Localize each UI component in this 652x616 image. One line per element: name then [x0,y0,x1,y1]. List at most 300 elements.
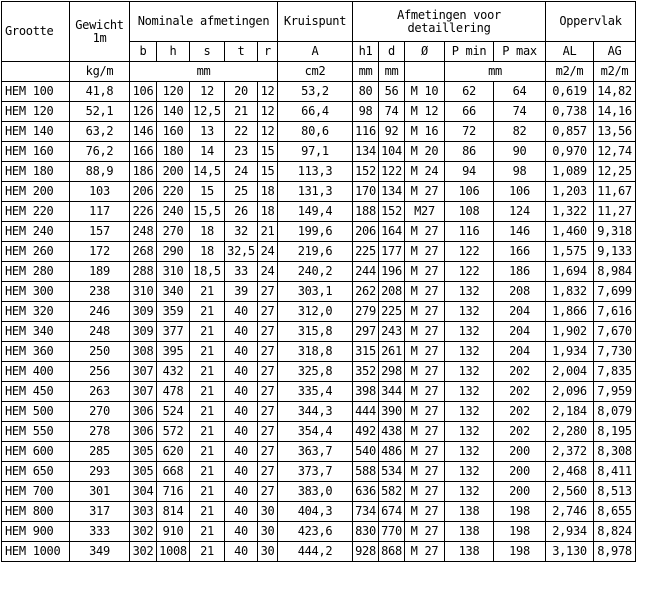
cell-s: 18,5 [190,262,225,282]
unit-al: m2/m [546,62,594,82]
subheader-h1: h1 [353,42,379,62]
table-row [2,262,636,282]
cell-grootte: HEM 550 [2,422,70,442]
cell-r: 15 [258,142,278,162]
header-oppervlak: Oppervlak [546,2,636,42]
cell-r: 24 [258,242,278,262]
cell-ag: 8,308 [594,442,636,462]
cell-s: 21 [190,482,225,502]
cell-h1: 352 [353,362,379,382]
cell-p-max: 198 [494,522,546,542]
subheader-p-min: P min [445,42,494,62]
cell-grootte: HEM 300 [2,282,70,302]
cell-gewicht: 317 [70,502,130,522]
cell-al: 2,560 [546,482,594,502]
cell-h1: 262 [353,282,379,302]
cell-d: 770 [379,522,405,542]
cell-p-max: 146 [494,222,546,242]
cell-al: 1,089 [546,162,594,182]
cell-gewicht: 285 [70,442,130,462]
cell-a: 325,8 [278,362,353,382]
cell-diameter: M 12 [405,102,445,122]
cell-s: 15 [190,182,225,202]
cell-al: 2,372 [546,442,594,462]
cell-ag: 13,56 [594,122,636,142]
subheader-h: h [157,42,190,62]
table-row [2,122,636,142]
cell-h: 1008 [157,542,190,562]
cell-p-max: 166 [494,242,546,262]
cell-grootte: HEM 100 [2,82,70,102]
cell-t: 40 [225,362,258,382]
table-body [2,82,636,562]
cell-h: 340 [157,282,190,302]
cell-a: 219,6 [278,242,353,262]
cell-p-min: 108 [445,202,494,222]
cell-d: 534 [379,462,405,482]
cell-d: 74 [379,102,405,122]
cell-b: 307 [130,362,157,382]
cell-p-min: 132 [445,362,494,382]
cell-h1: 444 [353,402,379,422]
cell-a: 315,8 [278,322,353,342]
cell-p-min: 72 [445,122,494,142]
cell-t: 40 [225,322,258,342]
cell-h1: 225 [353,242,379,262]
cell-grootte: HEM 240 [2,222,70,242]
cell-grootte: HEM 700 [2,482,70,502]
header-gewicht: Gewicht 1m [70,2,130,62]
cell-r: 12 [258,82,278,102]
hem-profiles-table [1,1,636,562]
cell-p-min: 138 [445,542,494,562]
cell-p-max: 90 [494,142,546,162]
table-row [2,342,636,362]
table-row [2,462,636,482]
cell-gewicht: 248 [70,322,130,342]
cell-h: 160 [157,122,190,142]
cell-s: 13 [190,122,225,142]
cell-h1: 540 [353,442,379,462]
cell-gewicht: 172 [70,242,130,262]
cell-a: 240,2 [278,262,353,282]
cell-h1: 170 [353,182,379,202]
cell-t: 22 [225,122,258,142]
table-row [2,382,636,402]
cell-al: 1,322 [546,202,594,222]
cell-gewicht: 263 [70,382,130,402]
cell-t: 40 [225,422,258,442]
cell-d: 438 [379,422,405,442]
unit-grootte-empty [2,62,70,82]
cell-a: 131,3 [278,182,353,202]
unit-h1: mm [353,62,379,82]
cell-r: 27 [258,462,278,482]
cell-al: 2,746 [546,502,594,522]
cell-p-min: 132 [445,322,494,342]
table-row [2,82,636,102]
cell-d: 390 [379,402,405,422]
cell-h1: 152 [353,162,379,182]
cell-r: 27 [258,422,278,442]
cell-p-max: 202 [494,402,546,422]
cell-s: 14 [190,142,225,162]
cell-t: 32 [225,222,258,242]
subheader-diameter: Ø [405,42,445,62]
cell-grootte: HEM 500 [2,402,70,422]
cell-d: 674 [379,502,405,522]
cell-a: 404,3 [278,502,353,522]
cell-ag: 7,835 [594,362,636,382]
cell-d: 344 [379,382,405,402]
cell-r: 27 [258,402,278,422]
cell-s: 18 [190,222,225,242]
cell-h: 478 [157,382,190,402]
cell-al: 2,096 [546,382,594,402]
cell-t: 40 [225,302,258,322]
cell-grootte: HEM 180 [2,162,70,182]
cell-p-min: 122 [445,262,494,282]
cell-a: 53,2 [278,82,353,102]
cell-r: 30 [258,522,278,542]
cell-b: 248 [130,222,157,242]
cell-s: 21 [190,462,225,482]
cell-ag: 12,25 [594,162,636,182]
cell-ag: 11,27 [594,202,636,222]
cell-diameter: M 27 [405,542,445,562]
cell-d: 164 [379,222,405,242]
cell-diameter: M 27 [405,182,445,202]
cell-al: 0,619 [546,82,594,102]
cell-p-min: 122 [445,242,494,262]
cell-grootte: HEM 200 [2,182,70,202]
cell-al: 0,857 [546,122,594,142]
cell-h: 668 [157,462,190,482]
header-afmetingen-detaillering: Afmetingen voor detaillering [353,2,546,42]
cell-d: 134 [379,182,405,202]
cell-diameter: M 27 [405,382,445,402]
cell-s: 21 [190,382,225,402]
cell-h1: 588 [353,462,379,482]
cell-ag: 7,959 [594,382,636,402]
cell-r: 27 [258,482,278,502]
cell-p-min: 106 [445,182,494,202]
table-row [2,322,636,342]
cell-h: 240 [157,202,190,222]
cell-ag: 8,079 [594,402,636,422]
cell-b: 309 [130,322,157,342]
header-kruispunt: Kruispunt [278,2,353,42]
cell-r: 15 [258,162,278,182]
cell-s: 21 [190,302,225,322]
subheader-r: r [258,42,278,62]
cell-r: 27 [258,342,278,362]
cell-b: 305 [130,462,157,482]
cell-d: 56 [379,82,405,102]
cell-a: 383,0 [278,482,353,502]
cell-al: 1,934 [546,342,594,362]
cell-d: 196 [379,262,405,282]
cell-h: 120 [157,82,190,102]
cell-h1: 279 [353,302,379,322]
cell-p-max: 74 [494,102,546,122]
cell-h1: 734 [353,502,379,522]
table-row [2,362,636,382]
cell-d: 122 [379,162,405,182]
cell-ag: 9,133 [594,242,636,262]
cell-b: 306 [130,422,157,442]
cell-r: 18 [258,182,278,202]
cell-h1: 98 [353,102,379,122]
cell-h: 716 [157,482,190,502]
cell-al: 1,902 [546,322,594,342]
header-row-main [2,2,636,42]
cell-s: 15,5 [190,202,225,222]
unit-diameter-empty [405,62,445,82]
cell-r: 27 [258,382,278,402]
cell-grootte: HEM 450 [2,382,70,402]
cell-t: 25 [225,182,258,202]
cell-ag: 8,195 [594,422,636,442]
cell-h: 432 [157,362,190,382]
cell-p-max: 208 [494,282,546,302]
table-row [2,502,636,522]
cell-h1: 206 [353,222,379,242]
cell-p-min: 132 [445,342,494,362]
cell-al: 0,738 [546,102,594,122]
table-row [2,162,636,182]
cell-h: 359 [157,302,190,322]
cell-t: 33 [225,262,258,282]
cell-gewicht: 238 [70,282,130,302]
cell-r: 12 [258,102,278,122]
cell-h: 270 [157,222,190,242]
cell-r: 27 [258,322,278,342]
cell-d: 868 [379,542,405,562]
cell-s: 21 [190,342,225,362]
cell-s: 21 [190,502,225,522]
cell-ag: 7,730 [594,342,636,362]
cell-p-min: 94 [445,162,494,182]
cell-ag: 8,655 [594,502,636,522]
subheader-s: s [190,42,225,62]
cell-diameter: M 27 [405,462,445,482]
cell-b: 106 [130,82,157,102]
cell-gewicht: 301 [70,482,130,502]
cell-h1: 80 [353,82,379,102]
cell-s: 21 [190,542,225,562]
cell-p-max: 200 [494,442,546,462]
cell-t: 39 [225,282,258,302]
cell-gewicht: 117 [70,202,130,222]
unit-kruispunt: cm2 [278,62,353,82]
cell-al: 2,184 [546,402,594,422]
cell-grootte: HEM 120 [2,102,70,122]
cell-h: 310 [157,262,190,282]
unit-p: mm [445,62,546,82]
subheader-a: A [278,42,353,62]
cell-grootte: HEM 320 [2,302,70,322]
cell-r: 27 [258,282,278,302]
cell-diameter: M 16 [405,122,445,142]
cell-s: 21 [190,402,225,422]
cell-a: 199,6 [278,222,353,242]
cell-d: 261 [379,342,405,362]
cell-t: 26 [225,202,258,222]
cell-a: 80,6 [278,122,353,142]
cell-a: 149,4 [278,202,353,222]
table-row [2,202,636,222]
cell-al: 1,460 [546,222,594,242]
cell-p-max: 64 [494,82,546,102]
cell-a: 312,0 [278,302,353,322]
cell-s: 21 [190,282,225,302]
cell-s: 21 [190,442,225,462]
cell-p-min: 132 [445,422,494,442]
cell-b: 307 [130,382,157,402]
cell-h: 572 [157,422,190,442]
cell-h: 290 [157,242,190,262]
cell-b: 126 [130,102,157,122]
table-row [2,522,636,542]
cell-a: 423,6 [278,522,353,542]
cell-h1: 928 [353,542,379,562]
cell-s: 18 [190,242,225,262]
header-nominale-afmetingen: Nominale afmetingen [130,2,278,42]
cell-d: 104 [379,142,405,162]
cell-d: 225 [379,302,405,322]
cell-grootte: HEM 280 [2,262,70,282]
cell-d: 243 [379,322,405,342]
cell-a: 318,8 [278,342,353,362]
cell-gewicht: 41,8 [70,82,130,102]
cell-p-min: 116 [445,222,494,242]
cell-s: 21 [190,322,225,342]
cell-gewicht: 157 [70,222,130,242]
table-row [2,422,636,442]
table-row [2,222,636,242]
cell-s: 14,5 [190,162,225,182]
cell-ag: 11,67 [594,182,636,202]
cell-p-max: 186 [494,262,546,282]
cell-al: 1,575 [546,242,594,262]
cell-p-max: 106 [494,182,546,202]
cell-diameter: M27 [405,202,445,222]
cell-diameter: M 24 [405,162,445,182]
cell-a: 354,4 [278,422,353,442]
subheader-t: t [225,42,258,62]
cell-h1: 636 [353,482,379,502]
cell-gewicht: 349 [70,542,130,562]
cell-p-max: 200 [494,462,546,482]
cell-h: 140 [157,102,190,122]
cell-h: 220 [157,182,190,202]
cell-al: 1,694 [546,262,594,282]
cell-p-min: 132 [445,382,494,402]
cell-al: 0,970 [546,142,594,162]
cell-h1: 398 [353,382,379,402]
cell-al: 2,934 [546,522,594,542]
cell-grootte: HEM 650 [2,462,70,482]
cell-grootte: HEM 360 [2,342,70,362]
cell-gewicht: 256 [70,362,130,382]
cell-a: 363,7 [278,442,353,462]
cell-a: 344,3 [278,402,353,422]
cell-diameter: M 27 [405,302,445,322]
cell-a: 373,7 [278,462,353,482]
cell-h: 200 [157,162,190,182]
cell-gewicht: 88,9 [70,162,130,182]
cell-h1: 830 [353,522,379,542]
cell-b: 304 [130,482,157,502]
cell-s: 12 [190,82,225,102]
cell-diameter: M 10 [405,82,445,102]
cell-grootte: HEM 140 [2,122,70,142]
cell-diameter: M 27 [405,242,445,262]
cell-ag: 8,984 [594,262,636,282]
cell-grootte: HEM 400 [2,362,70,382]
cell-h: 814 [157,502,190,522]
cell-gewicht: 270 [70,402,130,422]
cell-r: 30 [258,542,278,562]
cell-p-min: 132 [445,302,494,322]
cell-t: 40 [225,342,258,362]
cell-s: 12,5 [190,102,225,122]
table-row [2,302,636,322]
cell-gewicht: 293 [70,462,130,482]
cell-p-min: 138 [445,522,494,542]
cell-t: 40 [225,462,258,482]
cell-b: 186 [130,162,157,182]
table-container [1,1,636,562]
cell-t: 40 [225,502,258,522]
subheader-p-max: P max [494,42,546,62]
cell-t: 32,5 [225,242,258,262]
cell-t: 40 [225,482,258,502]
cell-ag: 7,699 [594,282,636,302]
cell-d: 208 [379,282,405,302]
cell-diameter: M 20 [405,142,445,162]
cell-gewicht: 189 [70,262,130,282]
cell-h1: 244 [353,262,379,282]
cell-h1: 188 [353,202,379,222]
cell-diameter: M 27 [405,222,445,242]
cell-a: 335,4 [278,382,353,402]
cell-p-min: 62 [445,82,494,102]
cell-p-min: 132 [445,402,494,422]
cell-b: 166 [130,142,157,162]
table-row [2,282,636,302]
cell-diameter: M 27 [405,482,445,502]
cell-h1: 134 [353,142,379,162]
cell-h1: 492 [353,422,379,442]
cell-d: 152 [379,202,405,222]
cell-t: 40 [225,442,258,462]
cell-al: 2,468 [546,462,594,482]
cell-gewicht: 246 [70,302,130,322]
cell-ag: 8,411 [594,462,636,482]
cell-ag: 12,74 [594,142,636,162]
cell-b: 308 [130,342,157,362]
cell-s: 21 [190,362,225,382]
cell-b: 310 [130,282,157,302]
cell-b: 302 [130,542,157,562]
cell-diameter: M 27 [405,282,445,302]
cell-p-max: 124 [494,202,546,222]
cell-diameter: M 27 [405,522,445,542]
cell-a: 113,3 [278,162,353,182]
cell-p-max: 202 [494,382,546,402]
